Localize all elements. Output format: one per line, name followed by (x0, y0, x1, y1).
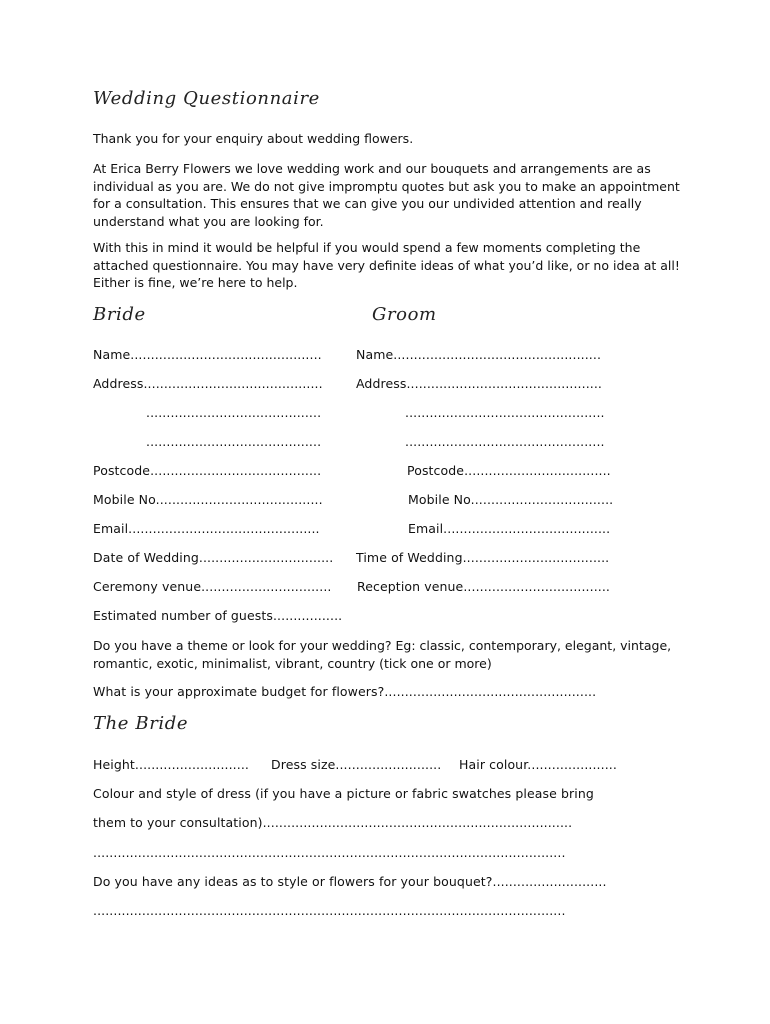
groom-email-field[interactable]: Email......................................... (408, 521, 611, 536)
guests-field[interactable]: Estimated number of guests................. (93, 608, 343, 623)
bouquet-question[interactable]: Do you have any ideas as to style or flowers for your bouquet?............................ (93, 874, 607, 889)
bride-mobile-field[interactable]: Mobile No......................................... (93, 492, 323, 507)
intro-paragraph-2: At Erica Berry Flowers we love wedding work and our bouquets and arrangements are as individual as you are. We do not give impromptu quotes but ask you to make an appointment for a consultation. This ensures that we can give you our undivided attention and really understand what you are looking for. (93, 161, 680, 229)
bride-postcode-field[interactable]: Postcode.......................................... (93, 463, 322, 478)
groom-name-field[interactable]: Name................................................... (356, 347, 602, 362)
theme-question: Do you have a theme or look for your wedding? Eg: classic, contemporary, elegant, vintage, romantic, exotic, minimalist, vibrant, country (tick one or more) (93, 638, 672, 671)
bride-name-field[interactable]: Name............................................... (93, 347, 322, 362)
budget-field[interactable]: What is your approximate budget for flowers?.................................................... (93, 684, 597, 699)
groom-address-line-2[interactable]: ................................................. (405, 405, 605, 420)
bride-heading: Bride (93, 304, 146, 325)
the-bride-heading: The Bride (93, 713, 189, 734)
dress-question-line-1: Colour and style of dress (if you have a picture or fabric swatches please bring (93, 786, 594, 801)
groom-address-field[interactable]: Address................................................ (356, 376, 603, 391)
dress-size-field[interactable]: Dress size.......................... (271, 757, 442, 772)
ceremony-venue-field[interactable]: Ceremony venue................................ (93, 579, 332, 594)
bride-address-line-2[interactable]: ........................................... (146, 405, 322, 420)
bride-address-field[interactable]: Address............................................ (93, 376, 323, 391)
time-of-wedding-field[interactable]: Time of Wedding.................................... (356, 550, 610, 565)
date-of-wedding-field[interactable]: Date of Wedding................................. (93, 550, 334, 565)
bride-address-line-3[interactable]: ........................................... (146, 434, 322, 449)
dress-question-line-2[interactable]: them to your consultation)............................................................................ (93, 815, 573, 830)
groom-heading: Groom (372, 304, 437, 325)
groom-postcode-field[interactable]: Postcode.................................... (407, 463, 611, 478)
groom-address-line-3[interactable]: ................................................. (405, 434, 605, 449)
hair-colour-field[interactable]: Hair colour...................... (459, 757, 617, 772)
groom-mobile-field[interactable]: Mobile No................................... (408, 492, 614, 507)
intro-paragraph-3: With this in mind it would be helpful if you would spend a few moments completing the attached questionnaire. You may have very definite ideas of what you’d like, or no idea at all! Either is fine, we’re here to help. (93, 240, 680, 290)
intro-paragraph-1: Thank you for your enquiry about wedding flowers. (93, 131, 414, 146)
dress-answer-line[interactable]: .................................................................................................................... (93, 845, 566, 860)
page-title: Wedding Questionnaire (93, 88, 320, 109)
bride-email-field[interactable]: Email............................................... (93, 521, 320, 536)
bouquet-answer-line[interactable]: .................................................................................................................... (93, 903, 566, 918)
reception-venue-field[interactable]: Reception venue.................................... (357, 579, 610, 594)
height-field[interactable]: Height............................ (93, 757, 249, 772)
